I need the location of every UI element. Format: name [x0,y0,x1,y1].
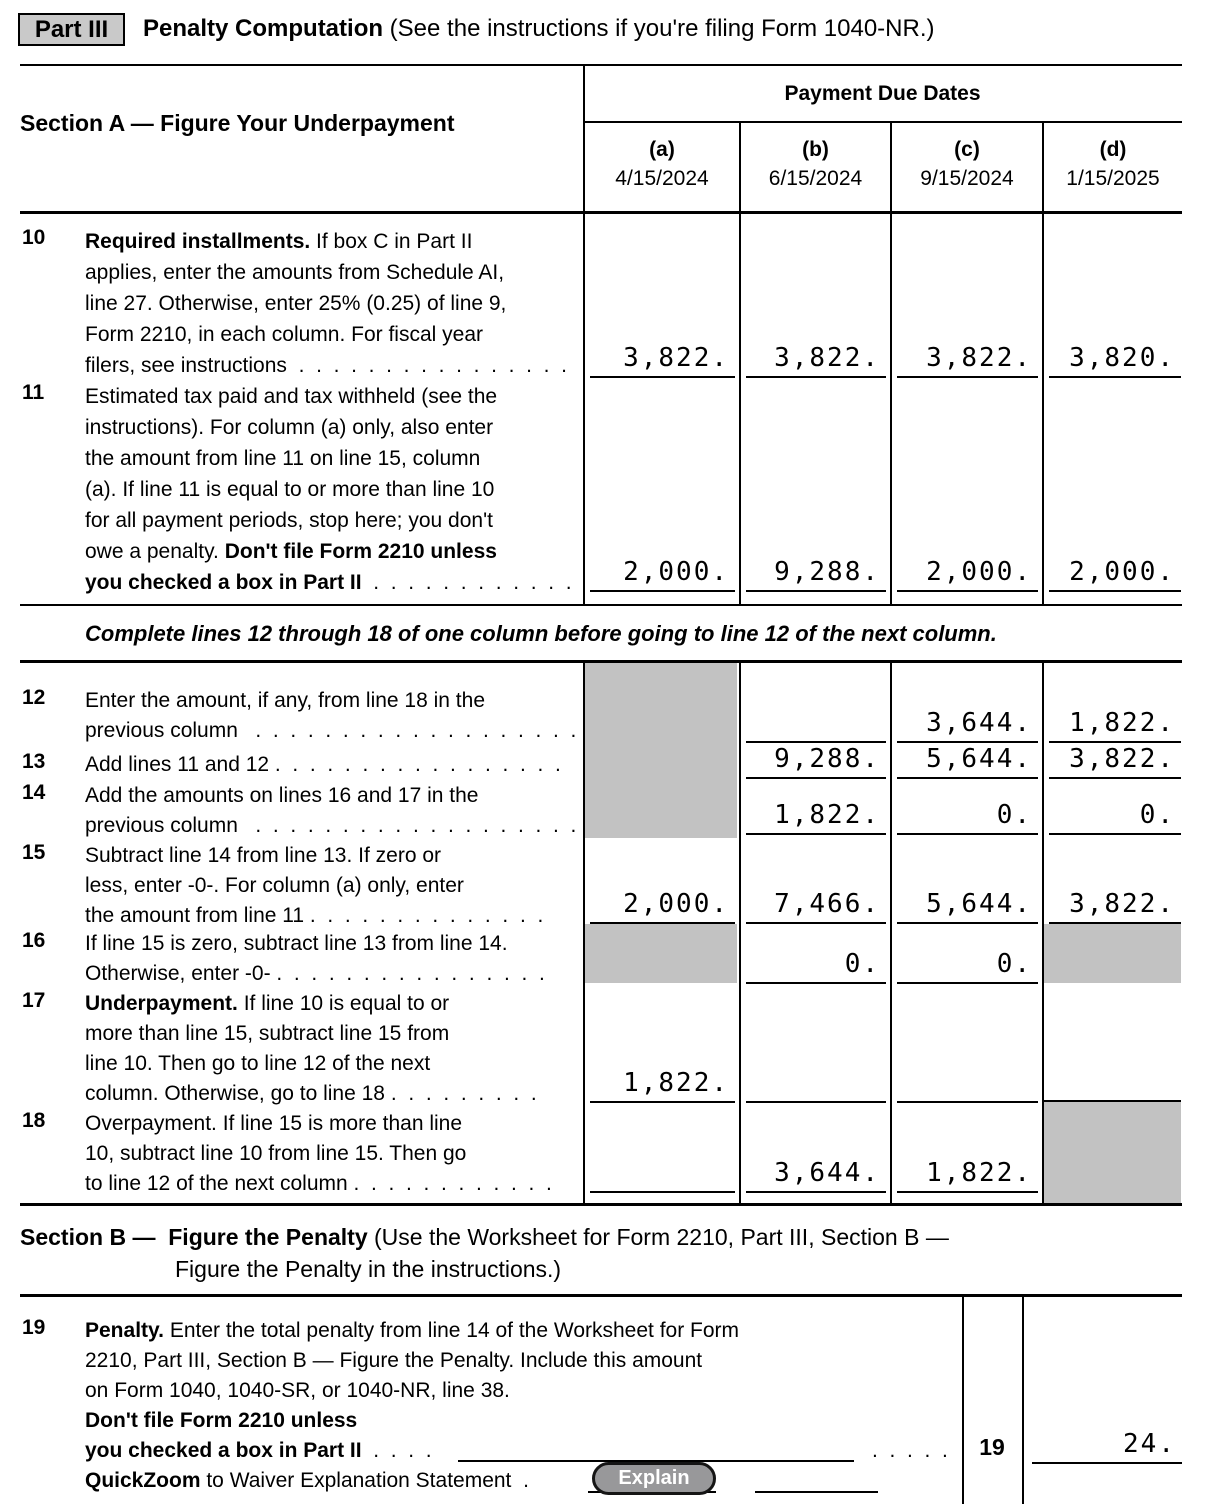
line16-text-2: Otherwise, enter -0- . . . . . . . . . . . . . . . . [85,962,545,985]
line15-text-2: less, enter -0-. For column (a) only, enter [85,874,464,897]
section-b-heading [20,1224,949,1251]
line10-text-2: applies, enter the amounts from Schedule AI, [85,261,505,284]
col-c-letter: (c) [954,138,980,161]
line11-text-4: (a). If line 11 is equal to or more than line 10 [85,478,495,501]
line15-amount-b[interactable]: 7,466. [746,888,886,924]
quickzoom-underline-2[interactable] [755,1491,878,1493]
line10-amount-c[interactable]: 3,822. [897,342,1038,378]
divider-bc-header [890,121,892,211]
divider-ab-block2 [739,660,741,1203]
section-b-heading-line2: Figure the Penalty in the instructions.) [175,1256,562,1282]
line10-text-1 [85,226,590,257]
line18-amount-b[interactable]: 3,644. [746,1157,886,1193]
na-cell-d-line16 [1044,924,1181,983]
line11-text-3: the amount from line 11 on line 15, column [85,447,481,470]
col-b-letter: (b) [802,138,829,161]
line12-amount-d[interactable]: 1,822. [1049,707,1181,743]
line19-bold-lead: Penalty. [85,1319,164,1342]
line10-amount-b[interactable]: 3,822. [746,342,886,378]
col-a-date: 4/15/2024 [615,167,709,190]
divider-ab-block1 [739,214,741,604]
line17-text [85,989,590,1109]
line11-text-6r: owe a penalty. [85,540,225,563]
line15-amount-d[interactable]: 3,822. [1049,888,1181,924]
col-d-letter: (d) [1099,138,1127,161]
line10-text [85,226,590,381]
line19-text-6r: to Waiver Explanation Statement . [200,1469,529,1492]
line11-number: 11 [22,381,45,404]
line19-text-2: 2210, Part III, Section B — Figure the Penalty. Include this amount [85,1349,703,1372]
line17-text-1b: If line 10 is equal to or [237,992,450,1015]
line13-amount-b[interactable]: 9,288. [746,743,886,779]
line18-text-1: Overpayment. If line 15 is more than line [85,1112,463,1135]
line12-text-2: previous column . . . . . . . . . . . . . . . . . . . [85,719,577,742]
line11-text-7-dots: . . . . . . . . . . . . [361,571,572,594]
section-b-bold: Section B — [20,1224,156,1250]
col-c-date: 9/15/2024 [920,167,1014,190]
line19-text-4: Don't file Form 2210 unless [85,1409,358,1432]
na-cell-d-line18 [1044,1100,1181,1203]
line15-text-1: Subtract line 14 from line 13. If zero or [85,844,442,867]
title-bold: Penalty Computation [143,15,384,42]
line14-text [85,781,590,841]
divider-cd-block1 [1042,214,1044,604]
line11-text-7 [85,567,590,598]
divider-line19-right [1022,1297,1024,1504]
rule-under-due-dates [583,121,1182,123]
line11-text-6-bold: Don't file Form 2210 unless [224,540,497,563]
rule-above-note [20,604,1182,606]
line12-amount-c[interactable]: 3,644. [897,707,1038,743]
line14-amount-b[interactable]: 1,822. [746,799,886,835]
part-iii-label: Part III [18,13,125,46]
line19-trailing-dots: . . . . . [872,1439,948,1462]
divider-main-header [583,64,585,211]
col-b-date: 6/15/2024 [768,167,863,190]
divider-cd-header [1042,121,1044,211]
line17-amount-c-blank[interactable] [897,1067,1038,1103]
line18-number: 18 [22,1109,46,1132]
line17-text-4: column. Otherwise, go to line 18 . . . . . . . . . [85,1082,537,1105]
line14-text-1: Add the amounts on lines 16 and 17 in the [85,784,479,807]
line11-text-7-bold: you checked a box in Part II [85,571,362,594]
line11-text-6 [85,536,590,567]
line11-amount-c[interactable]: 2,000. [897,556,1038,592]
line19-text [85,1316,960,1496]
line11-text [85,381,590,598]
line17-number: 17 [22,989,46,1012]
line10-amount-d[interactable]: 3,820. [1049,342,1181,378]
line13-amount-d[interactable]: 3,822. [1049,743,1181,779]
line17-text-2: more than line 15, subtract line 15 from [85,1022,450,1045]
line19-number: 19 [22,1316,46,1339]
line10-text-5: filers, see instructions . . . . . . . . . . . . . . . . [85,354,567,377]
line16-text-1: If line 15 is zero, subtract line 13 from line 14. [85,932,508,955]
divider-cd-block2 [1042,660,1044,1203]
divider-ab-header [739,121,741,211]
line19-text-1 [85,1316,960,1346]
line10-text-4: Form 2210, in each column. For fiscal year [85,323,483,346]
rule-section-a-bottom [20,1203,1182,1206]
line18-amount-c[interactable]: 1,822. [897,1157,1038,1193]
explain-button[interactable]: Explain [592,1462,716,1495]
section-b-rest: (Use the Worksheet for Form 2210, Part III, Section B — [374,1224,949,1250]
line14-amount-c[interactable]: 0. [897,799,1038,835]
line10-text-1b: If box C in Part II [310,230,473,253]
line19-ref-box: 19 [979,1434,1005,1460]
divider-bc-block1 [890,214,892,604]
divider-line19-left [962,1297,964,1504]
divider-bc-block2 [890,660,892,1203]
line19-text-5-bold: you checked a box in Part II [85,1439,362,1462]
line11-amount-d[interactable]: 2,000. [1049,556,1181,592]
line16-amount-b[interactable]: 0. [746,948,886,984]
line18-text [85,1109,590,1199]
section-a-heading: Section A — Figure Your Underpayment [20,110,455,136]
line16-text [85,929,590,989]
line16-amount-c[interactable]: 0. [897,948,1038,984]
line10-text-3: line 27. Otherwise, enter 25% (0.25) of line 9, [85,292,507,315]
line10-amount-a[interactable]: 3,822. [590,342,735,378]
line15-amount-a[interactable]: 2,000. [590,888,735,924]
col-d-date: 1/15/2025 [1066,167,1160,190]
line17-amount-a[interactable]: 1,822. [590,1067,735,1103]
line15-text-3: the amount from line 11 . . . . . . . . . . . . . . [85,904,544,927]
line15-number: 15 [22,841,46,864]
line11-text-1: Estimated tax paid and tax withheld (see the [85,385,498,408]
line14-text-2: previous column . . . . . . . . . . . . . . . . . . . [85,814,577,837]
line12-text [85,686,590,746]
part-iii-title [143,15,934,43]
line19-text-5-dots: . . . . [361,1439,432,1462]
col-a-letter: (a) [649,138,675,161]
line18-text-2: 10, subtract line 10 from line 15. Then go [85,1142,467,1165]
section-b-bold2: Figure the Penalty [155,1224,375,1250]
line11-amount-b[interactable]: 9,288. [746,556,886,592]
line12-text-1: Enter the amount, if any, from line 18 in the [85,689,485,712]
line12-amount-b-blank[interactable] [746,707,886,743]
na-cell-a-line16 [585,924,737,983]
line19-text-3: on Form 1040, 1040-SR, or 1040-NR, line 38. [85,1379,510,1402]
line17-amount-b-blank[interactable] [746,1067,886,1103]
na-cell-a-lines12-14 [585,663,737,838]
line11-amount-a[interactable]: 2,000. [590,556,735,592]
rule-top [20,64,1182,66]
line11-text-2: instructions). For column (a) only, also enter [85,416,494,439]
payment-due-dates-label: Payment Due Dates [784,82,981,105]
line13-text-1: Add lines 11 and 12 . . . . . . . . . . . . . . . . . [85,753,561,776]
line14-amount-d[interactable]: 0. [1049,799,1181,835]
complete-lines-note: Complete lines 12 through 18 of one column before going to line 12 of the next column. [85,621,997,646]
line12-number: 12 [22,686,46,709]
line15-text [85,841,590,931]
line11-text-5: for all payment periods, stop here; you don't [85,509,493,532]
line10-bold-lead: Required installments. [85,230,311,253]
line10-number: 10 [22,226,46,249]
line19-quickzoom-label: QuickZoom [85,1469,201,1492]
line17-text-1 [85,989,590,1019]
line17-bold-lead: Underpayment. [85,992,238,1015]
line18-text-3: to line 12 of the next column . . . . . . . . . . . . [85,1172,552,1195]
line19-text-1b: Enter the total penalty from line 14 of the Worksheet for Form [163,1319,740,1342]
line19-amount[interactable]: 24. [1032,1428,1182,1464]
line13-text [85,750,590,780]
line13-amount-c[interactable]: 5,644. [897,743,1038,779]
title-subtitle: (See the instructions if you're filing Form 1040-NR.) [383,15,935,42]
line16-number: 16 [22,929,46,952]
line18-amount-a-blank[interactable] [590,1157,735,1193]
line13-number: 13 [22,750,46,773]
line15-amount-c[interactable]: 5,644. [897,888,1038,924]
line17-text-3: line 10. Then go to line 12 of the next [85,1052,431,1075]
line14-number: 14 [22,781,46,804]
rule-header-bottom [20,211,1182,214]
rule-section-b-top [20,1294,1182,1297]
